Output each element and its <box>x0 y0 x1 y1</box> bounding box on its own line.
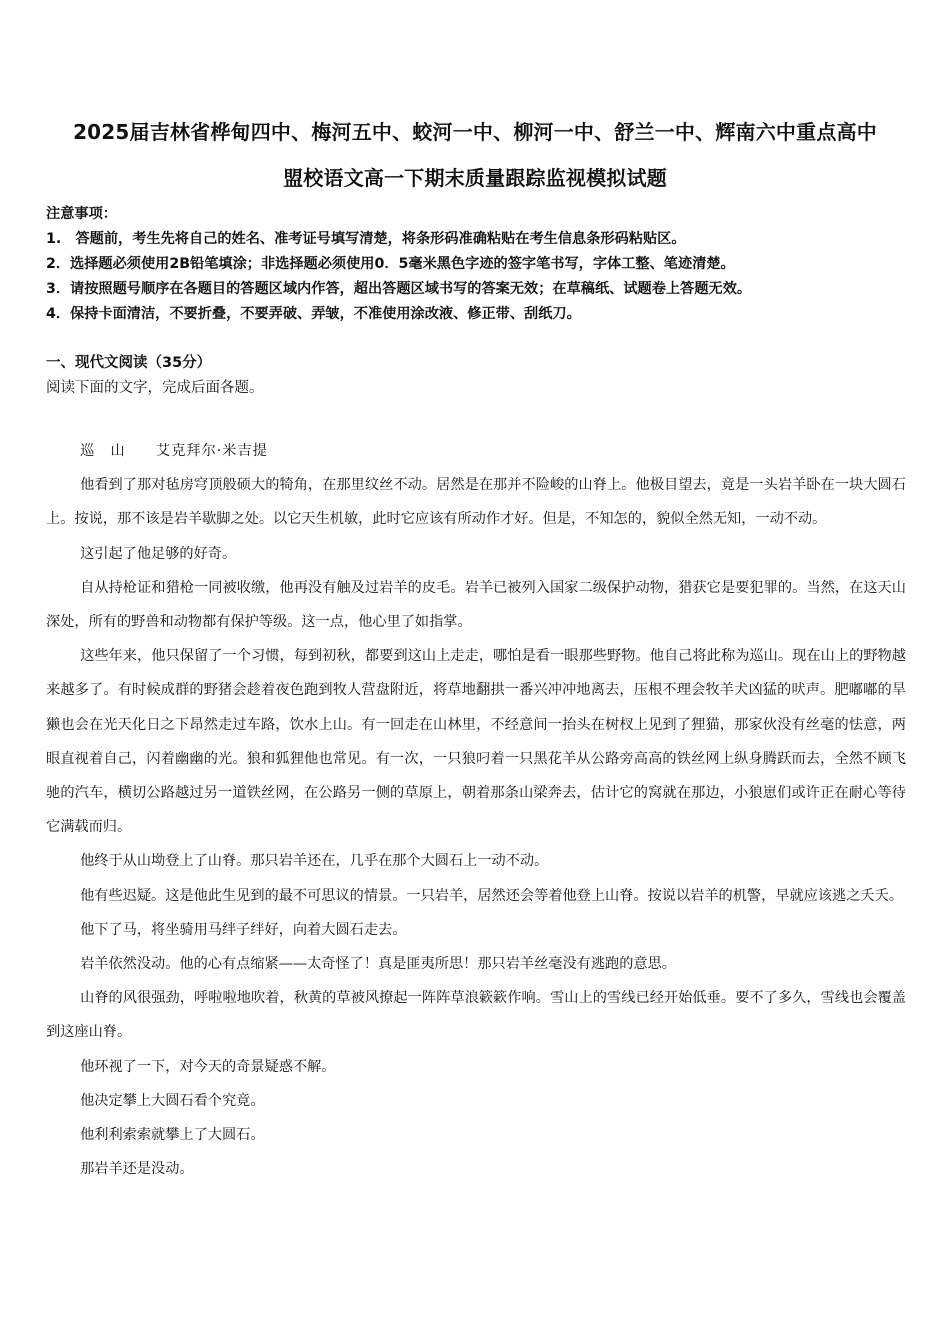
article-paragraph: 山脊的风很强劲，呼啦啦地吹着，秋黄的草被风撩起一阵阵草浪簌簌作响。雪山上的雪线已经开始低垂。要不了多久，雪线也会覆盖到这座山脊。 <box>46 990 906 1041</box>
article-paragraph: 他利利索索就攀上了大圆石。 <box>80 1127 265 1144</box>
section-heading: 一、现代文阅读（35分） <box>46 355 212 371</box>
article-paragraph: 他有些迟疑。这是他此生见到的最不可思议的情景。一只岩羊，居然还会等着他登上山脊。按说以岩羊的机警，早就应该逃之夭夭。 <box>80 887 903 904</box>
article-paragraph: 他下了马，将坐骑用马绊子绊好，向着大圆石走去。 <box>80 921 407 938</box>
article-paragraph: 他决定攀上大圆石看个究竟。 <box>80 1092 265 1109</box>
article-paragraph: 这些年来，他只保留了一个习惯，每到初秋，都要到这山上走走，哪怕是看一眼那些野物。他自己将此称为巡山。现在山上的野物越来越多了。有时候成群的野猪会趁着夜色跑到牧人营盘附近，将草地翻拱一番兴冲冲地离去，压根不理会牧羊犬凶猛的吠声。肥嘟嘟的旱獭也会在光天化日之下昂然走过车路，饮水上山。有一回走在山林里，不经意间一抬头在树杈上见到了狸猫，那家伙没有丝毫的怯意，两眼直视着自己，闪着幽幽的光。狼和狐狸他也常见。有一次，一只狼叼着一只黑花羊从公路旁高高的铁丝网上纵身腾跃而去，全然不顾飞驰的汽车，横切公路越过另一道铁丝网，在公路另一侧的草原上，朝着那条山梁奔去，估计它的窝就在那边，小狼崽们或许正在耐心等待它满载而归。 <box>46 648 906 836</box>
article-paragraph: 他环视了一下，对今天的奇景疑惑不解。 <box>80 1058 336 1075</box>
article-paragraph: 那岩羊还是没动。 <box>80 1161 194 1178</box>
article-paragraph: 他看到了那对毡房穹顶般硕大的犄角，在那里纹丝不动。居然是在那并不险峻的山脊上。他极目望去，竟是一头岩羊卧在一块大圆石上。按说，那不该是岩羊歇脚之处。以它天生机敏，此时它应该有所动作才好。但是，不知怎的，貌似全然无知，一动不动。 <box>46 477 906 528</box>
article-paragraph: 岩羊依然没动。他的心有点缩紧——太奇怪了！真是匪夷所思！那只岩羊丝毫没有逃跑的意思。 <box>80 956 676 973</box>
reading-article <box>46 434 906 1186</box>
article-paragraph: 这引起了他足够的好奇。 <box>80 545 237 562</box>
article-paragraph: 自从持枪证和猎枪一同被收缴，他再没有触及过岩羊的皮毛。岩羊已被列入国家二级保护动物，猎获它是要犯罪的。当然，在这天山深处，所有的野兽和动物都有保护等级。这一点，他心里了如指掌。 <box>46 579 906 631</box>
exam-title-line-1: 2025届吉林省桦甸四中、梅河五中、蛟河一中、柳河一中、舒兰一中、辉南六中重点高中 <box>73 120 877 144</box>
notice-item-3: 3．请按照题号顺序在各题目的答题区域内作答，超出答题区域书写的答案无效；在草稿纸、试题卷上答题无效。 <box>46 281 752 297</box>
section-instruction: 阅读下面的文字，完成后面各题。 <box>46 380 264 396</box>
exam-title-line-2: 盟校语文高一下期末质量跟踪监视模拟试题 <box>283 166 667 190</box>
notice-item-1: 1. 答题前，考生先将自己的姓名、准考证号填写清楚，将条形码准确粘贴在考生信息条形码粘贴区。 <box>46 231 686 247</box>
article-title-author: 巡 山 艾克拜尔·米吉提 <box>80 443 268 459</box>
notice-heading: 注意事项： <box>46 206 117 222</box>
notice-item-4: 4．保持卡面清洁，不要折叠，不要弄破、弄皱，不准使用涂改液、修正带、刮纸刀。 <box>46 306 581 322</box>
article-paragraph: 他终于从山坳登上了山脊。那只岩羊还在，几乎在那个大圆石上一动不动。 <box>80 853 549 870</box>
notice-item-2: 2．选择题必须使用2B铅笔填涂；非选择题必须使用0．5毫米黑色字迹的签字笔书写，字体工整、笔迹清楚。 <box>46 256 735 272</box>
